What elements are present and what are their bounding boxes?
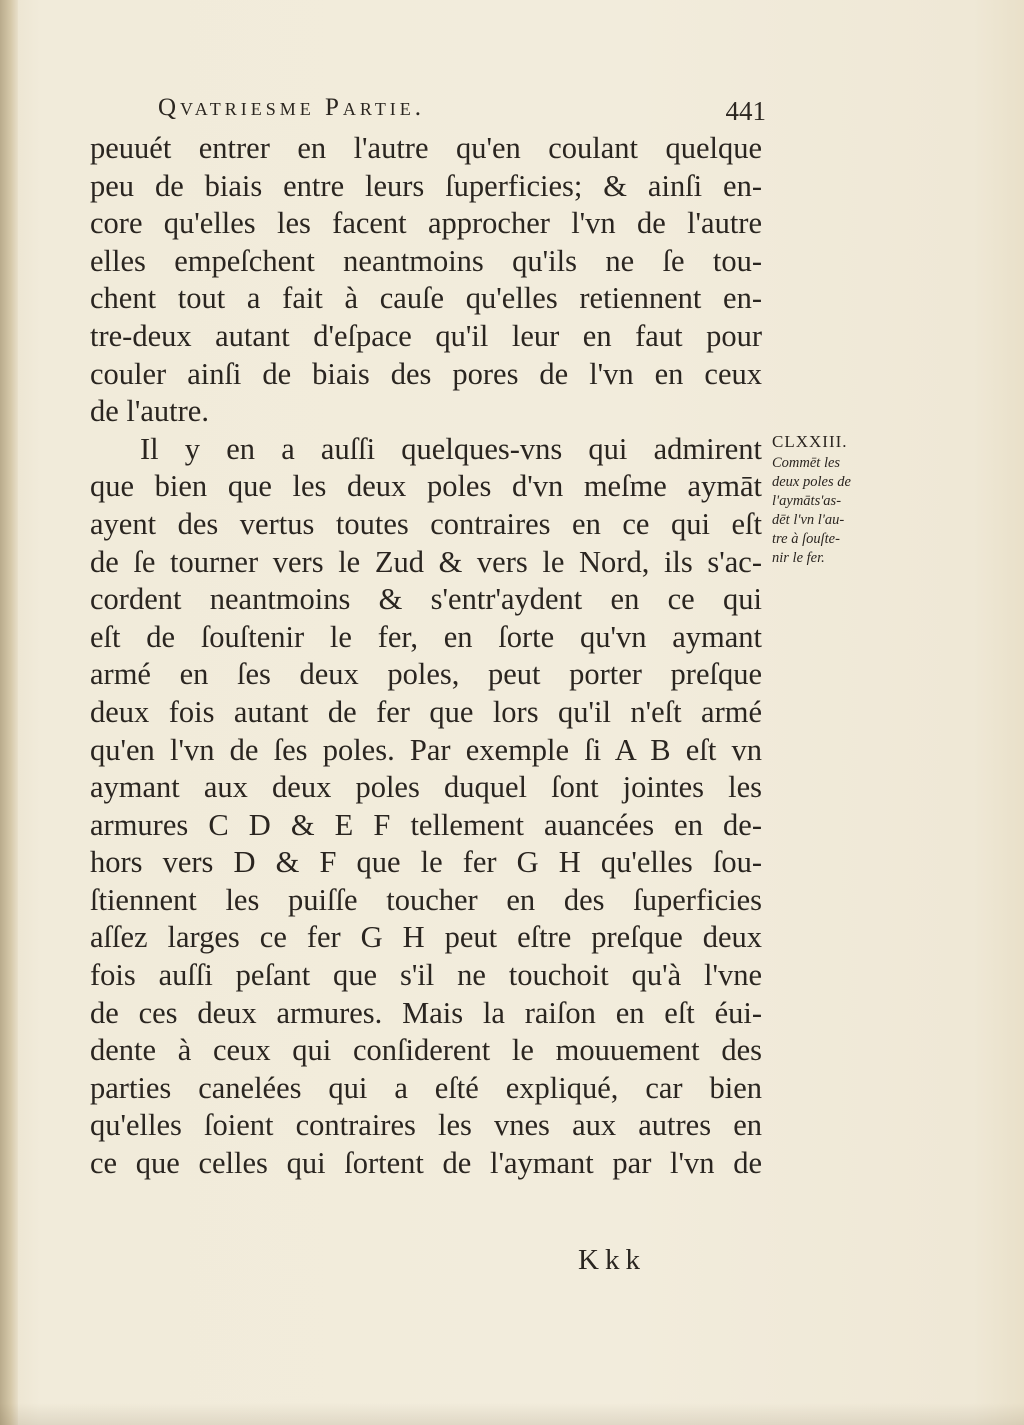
margin-note-line: deux poles de	[772, 474, 851, 490]
text-line: chent tout a fait à cauſe qu'elles retiennent en-	[90, 281, 762, 316]
binding-edge	[0, 0, 18, 1425]
body-text	[90, 130, 762, 1183]
margin-note-line: dēt l'vn l'au-	[772, 512, 845, 528]
text-line: hors vers D & F que le fer G H qu'elles ſou-	[90, 845, 762, 880]
text-line: core qu'elles les facent approcher l'vn de l'autre	[90, 206, 762, 241]
running-head: Qvatriesme Partie.	[158, 94, 426, 121]
text-line: tre-deux autant d'eſpace qu'il leur en faut pour	[90, 318, 762, 353]
page-header	[148, 94, 766, 128]
page-shadow	[0, 1403, 1024, 1425]
text-line: fois auſſi peſant que s'il ne touchoit qu'à l'vne	[90, 958, 762, 993]
text-line: deux fois autant de fer que lors qu'il n'eſt armé	[90, 694, 762, 729]
text-line: elles empeſchent neantmoins qu'ils ne ſe tou-	[90, 243, 762, 278]
text-line: de ſe tourner vers le Zud & vers le Nord, ils s'ac-	[90, 544, 762, 579]
text-line: que bien que les deux poles d'vn meſme aymāt	[90, 469, 762, 504]
text-line: aymant aux deux poles duquel ſont jointes les	[90, 770, 762, 805]
text-line: ſtiennent les puiſſe toucher en des ſuperficies	[90, 882, 762, 917]
text-line: de l'autre.	[90, 394, 209, 429]
text-line: aſſez larges ce fer G H peut eſtre preſque deux	[90, 920, 762, 955]
margin-note-line: l'aymāts'as-	[772, 493, 842, 509]
text-line: peuuét entrer en l'autre qu'en coulant quelque	[90, 131, 762, 165]
margin-note-number: CLXXIII.	[772, 432, 848, 451]
text-line: Il y en a auſſi quelques-vns qui admirent	[140, 431, 762, 466]
text-line: parties canelées qui a eſté expliqué, car bien	[90, 1070, 762, 1105]
text-line: ayent des vertus toutes contraires en ce qui eſt	[90, 506, 762, 541]
text-line: qu'en l'vn de ſes poles. Par exemple ſi A B eſt vn	[90, 732, 762, 767]
text-line: de ces deux armures. Mais la raiſon en eſt éui-	[90, 995, 762, 1030]
text-line: cordent neantmoins & s'entr'aydent en ce qui	[90, 582, 762, 617]
page-number: 441	[725, 96, 766, 126]
text-line: ce que celles qui ſortent de l'aymant par l'vn de	[90, 1146, 762, 1181]
signature-mark: Kkk	[578, 1244, 646, 1276]
text-line: eſt de ſouſtenir le fer, en ſorte qu'vn aymant	[90, 619, 762, 654]
margin-note-line: nir le fer.	[772, 550, 825, 566]
margin-note-line: tre à ſouſte-	[772, 531, 840, 547]
margin-note-line: Commēt les	[772, 455, 841, 471]
text-line: dente à ceux qui conſiderent le mouuement des	[90, 1033, 762, 1068]
text-line: armures C D & E F tellement auancées en de-	[90, 807, 762, 842]
text-line: qu'elles ſoient contraires les vnes aux autres en	[90, 1108, 762, 1143]
text-line: armé en ſes deux poles, peut porter preſque	[90, 657, 762, 692]
text-line: peu de biais entre leurs ſuperficies; & ainſi en-	[90, 168, 762, 203]
text-line: couler ainſi de biais des pores de l'vn en ceux	[90, 356, 762, 391]
margin-note	[772, 432, 882, 568]
